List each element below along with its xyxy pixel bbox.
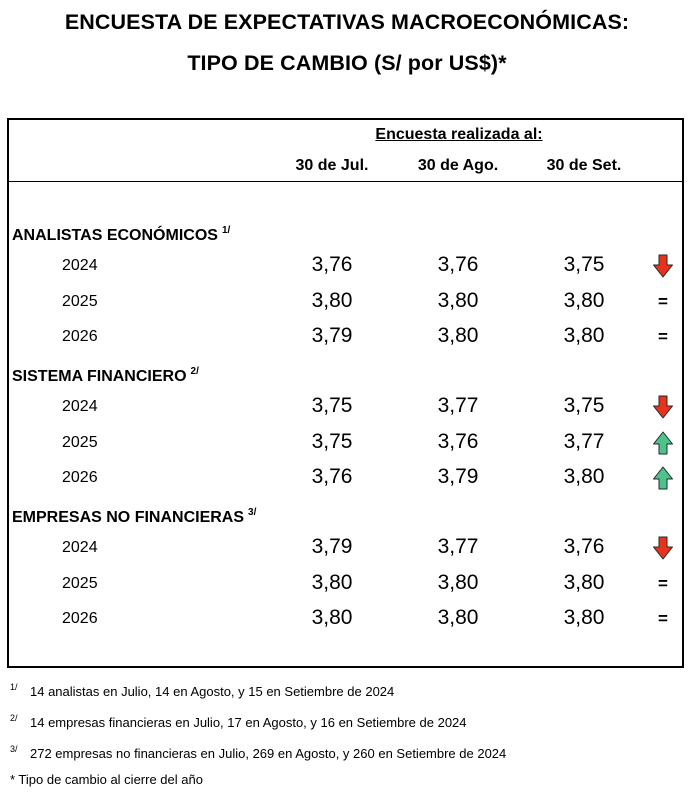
arrow-down-icon: [648, 253, 678, 279]
table-cell-value: 3,80: [311, 288, 353, 312]
footnote-exchange-rate: * Tipo de cambio al cierre del año: [10, 772, 203, 787]
section-note-mark: 2/: [190, 366, 199, 377]
table-cell-value: 3,76: [437, 429, 479, 453]
row-year: 2025: [62, 433, 98, 451]
page-title: ENCUESTA DE EXPECTATIVAS MACROECONÓMICAS:: [64, 10, 630, 34]
table-cell-value: 3,79: [311, 535, 353, 558]
section-title-text: ANALISTAS ECONÓMICOS: [12, 227, 218, 244]
footnote: [10, 709, 467, 732]
row-year: 2026: [62, 328, 98, 345]
table-cell-value: 3,76: [437, 253, 479, 276]
page-subtitle: TIPO DE CAMBIO (S/ por US$)*: [187, 51, 507, 75]
footnote-text: 14 empresas financieras en Julio, 17 en Agosto, y 16 en Setiembre de 2024: [30, 715, 467, 730]
section-note-mark: 3/: [248, 507, 257, 518]
table-cell-value: 3,76: [563, 535, 605, 558]
table-cell-value: 3,80: [437, 288, 479, 312]
section-title: [12, 220, 230, 247]
section-title: [12, 502, 256, 529]
table-cell-value: 3,80: [437, 324, 479, 347]
row-year: 2024: [62, 257, 98, 274]
row-year: 2025: [62, 292, 98, 310]
equal-icon: =: [658, 609, 668, 628]
row-year: 2025: [62, 574, 98, 592]
equal-icon: =: [658, 573, 668, 593]
section-title-text: SISTEMA FINANCIERO: [12, 368, 187, 385]
trend-indicator: [648, 606, 678, 632]
table-cell-value: 3,80: [563, 288, 605, 312]
trend-indicator: [648, 324, 678, 350]
column-header-ago: 30 de Ago.: [417, 157, 499, 174]
row-year: 2024: [62, 539, 98, 556]
column-header-set: 30 de Set.: [546, 157, 622, 174]
footnote-mark: 3/: [10, 744, 18, 754]
table-cell-value: 3,80: [563, 465, 605, 488]
table-cell-value: 3,79: [437, 465, 479, 488]
section-title: [12, 361, 199, 388]
arrow-up-icon: [648, 465, 678, 491]
table-cell-value: 3,79: [311, 324, 353, 347]
footnote-text: 272 empresas no financieras en Julio, 269 en Agosto, y 260 en Setiembre de 2024: [30, 746, 507, 761]
table-cell-value: 3,75: [311, 429, 353, 453]
table-cell-value: 3,80: [563, 570, 605, 594]
equal-icon: =: [658, 291, 668, 311]
table-cell-value: 3,80: [311, 606, 353, 629]
table-cell-value: 3,80: [563, 324, 605, 347]
header-divider: [7, 181, 684, 182]
table-cell-value: 3,75: [311, 394, 353, 417]
row-year: 2026: [62, 469, 98, 486]
trend-indicator: [648, 571, 678, 597]
table-cell-value: 3,80: [437, 606, 479, 629]
footnote-mark: 2/: [10, 713, 18, 723]
arrow-up-icon: [648, 430, 678, 456]
arrow-down-icon: [648, 394, 678, 420]
column-header-jul: 30 de Jul.: [295, 157, 369, 174]
table-cell-value: 3,76: [311, 465, 353, 488]
trend-indicator: [648, 289, 678, 315]
table-cell-value: 3,80: [311, 570, 353, 594]
arrow-down-icon: [648, 535, 678, 561]
row-year: 2024: [62, 398, 98, 415]
footnote: [10, 678, 394, 701]
table-cell-value: 3,75: [563, 394, 605, 417]
table-cell-value: 3,75: [563, 253, 605, 276]
survey-date-label: Encuesta realizada al:: [375, 126, 543, 143]
table-cell-value: 3,76: [311, 253, 353, 276]
table-cell-value: 3,77: [563, 429, 605, 453]
footnote-mark: 1/: [10, 682, 18, 692]
table-cell-value: 3,80: [563, 606, 605, 629]
footnote-text: 14 analistas en Julio, 14 en Agosto, y 15 en Setiembre de 2024: [30, 684, 395, 699]
section-title-text: EMPRESAS NO FINANCIERAS: [12, 509, 245, 526]
footnote: [10, 740, 506, 763]
equal-icon: =: [658, 327, 668, 346]
table-cell-value: 3,80: [437, 570, 479, 594]
table-cell-value: 3,77: [437, 394, 479, 417]
table-cell-value: 3,77: [437, 535, 479, 558]
row-year: 2026: [62, 610, 98, 627]
section-note-mark: 1/: [221, 225, 231, 236]
